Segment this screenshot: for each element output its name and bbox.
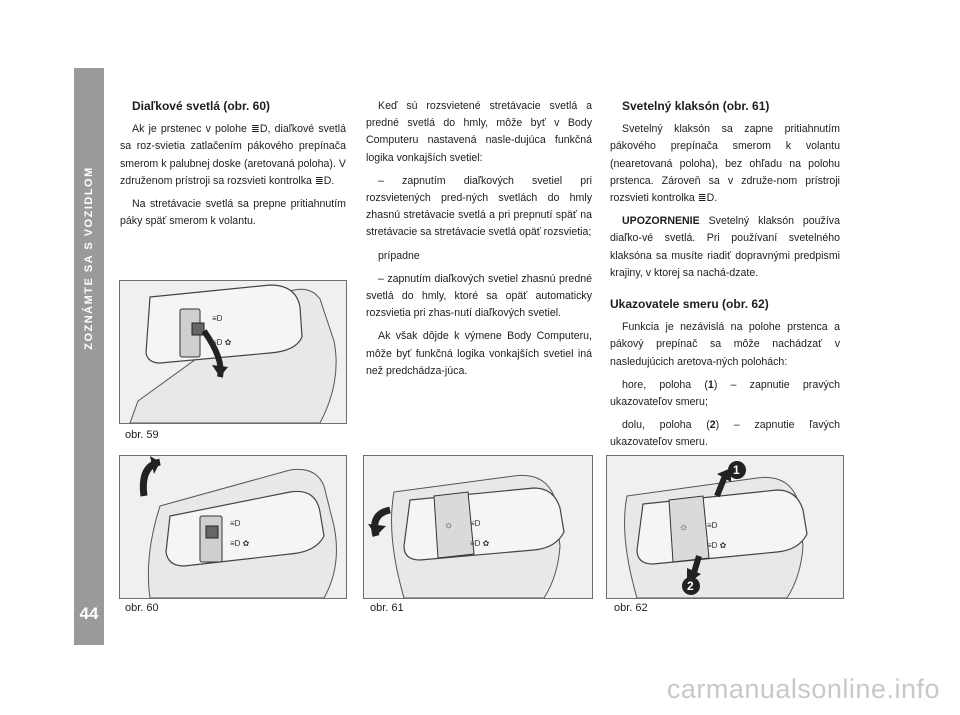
caption-62: obr. 62 — [614, 602, 648, 614]
high-beam-heading: Diaľkové svetlá (obr. 60) — [132, 99, 271, 113]
position-number: 1 — [707, 378, 714, 391]
paragraph — [610, 377, 840, 411]
figure-62 — [606, 455, 844, 599]
paragraph: Keď sú rozsvietené stretávacie svetlá a predné svetlá do hmly, môže byť v Body Computeru nastavená nasle-dujúca funkčná logika vonkajších svetiel: — [366, 100, 592, 164]
sidebar-title — [74, 68, 104, 468]
warning-label: UPOZORNENIE — [622, 215, 700, 228]
caption-59: obr. 59 — [125, 429, 159, 441]
paragraph: Ak však dôjde k výmene Body Computeru, môže byť funkčná logika vonkajších svetiel iná než predchádza-júca. — [366, 330, 592, 377]
svg-text:☼: ☼ — [679, 522, 689, 533]
stalk-illustration — [607, 456, 843, 598]
column-2 — [366, 98, 592, 386]
warning-text: Svetelný klaksón používa diaľko-vé svetlá. Pri používaní svetelného klaksóna sa musíte riadiť dopravnými predpismi krajiny, v ktorej sa nachá-dzate. — [610, 215, 840, 279]
stalk-illustration — [364, 456, 592, 598]
paragraph: Funkcia je nezávislá na polohe prstenca a pákový prepínač sa môže nachádzať v nasledujúcich aretova-ných polohách: — [610, 321, 840, 368]
figure-59 — [119, 280, 347, 424]
caption-61: obr. 61 — [370, 602, 404, 614]
warning-paragraph — [610, 213, 840, 282]
column-1 — [120, 98, 346, 236]
sidebar-title-text: ZOZNÁMTE SA S VOZIDLOM — [83, 166, 95, 350]
text: ) – zapnutie pravých ukazovateľov smeru; — [610, 378, 840, 409]
svg-text:☼: ☼ — [444, 520, 454, 531]
flash-heading: Svetelný klaksón (obr. 61) — [622, 99, 770, 113]
paragraph: Na stretávacie svetlá sa prepne pritiahnutím páky späť smerom k volantu. — [120, 198, 346, 228]
svg-text:≡D ✿: ≡D ✿ — [470, 539, 490, 548]
paragraph: prípadne — [378, 249, 420, 262]
indicators-heading: Ukazovatele smeru (obr. 62) — [610, 297, 769, 312]
paragraph: Svetelný klaksón sa zapne pritiahnutím pákového prepínača smerom k volantu (nearetovaná poloha), bez ohľadu na polohu prstenca. Zároveň sa v združe-nom prístroji rozsvieti kontrolka ≣D. — [610, 123, 840, 205]
paragraph: Ak je prstenec v polohe ≣D, diaľkové svetlá sa roz-svietia zatlačením pákového prepínača smerom k palubnej doske (aretovaná poloha). V združenom prístroji sa rozsvieti kontrolka ≣D. — [120, 123, 346, 187]
caption-60: obr. 60 — [125, 602, 159, 614]
text: dolu, poloha ( — [622, 419, 710, 432]
marker-2-label: 2 — [687, 579, 694, 593]
stalk-illustration — [120, 456, 346, 598]
svg-text:≡D: ≡D — [707, 521, 718, 530]
paragraph: – zapnutím diaľkových svetiel pri rozsvietených pred-ných svetlách do hmly zhasnú stretávacie svetlá a pri prepnutí späť na stretávacie sa stretávacie svetlá opäť rozsvietia; — [366, 174, 592, 239]
text: ) – zapnutie ľavých ukazovateľov smeru. — [610, 419, 840, 449]
column-3 — [610, 98, 840, 458]
svg-text:≡D ✿: ≡D ✿ — [212, 338, 232, 347]
page-number: 44 — [79, 604, 99, 623]
figure-61 — [363, 455, 593, 599]
svg-text:≡D: ≡D — [470, 519, 481, 528]
paragraph — [610, 417, 840, 451]
paragraph: – zapnutím diaľkových svetiel zhasnú predné svetlá do hmly, ktoré sa opäť automaticky rozsvietia pri zhas-nutí diaľkových svetiel. — [366, 272, 592, 320]
figure-60 — [119, 455, 347, 599]
position-number: 2 — [709, 419, 716, 432]
svg-text:≡D: ≡D — [212, 314, 223, 323]
marker-1-label: 1 — [733, 463, 740, 477]
svg-text:≡D: ≡D — [230, 519, 241, 528]
svg-text:≡D ✿: ≡D ✿ — [707, 541, 727, 550]
text: hore, poloha ( — [622, 378, 708, 391]
stalk-illustration — [120, 281, 346, 423]
watermark: carmanualsonline.info — [666, 674, 940, 704]
svg-text:≡D ✿: ≡D ✿ — [230, 539, 250, 548]
